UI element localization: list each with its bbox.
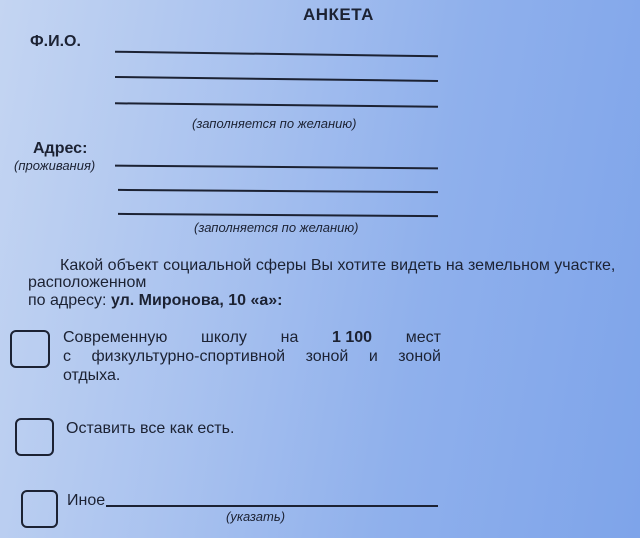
address-line-2[interactable] xyxy=(118,189,438,193)
option-school-line-3: отдыха. xyxy=(63,367,121,384)
option-school-word: физкультурно-спортивной xyxy=(91,348,286,365)
option-school-word: Современную xyxy=(63,329,168,346)
address-line-3[interactable] xyxy=(118,213,438,217)
option-other-checkbox[interactable] xyxy=(21,490,58,528)
option-school-word: зоной xyxy=(398,348,441,365)
option-other-line[interactable] xyxy=(106,505,438,507)
option-school-checkbox[interactable] xyxy=(10,330,50,368)
option-school-word: на xyxy=(280,329,299,346)
fio-line-3[interactable] xyxy=(115,102,438,107)
fio-line-1[interactable] xyxy=(115,51,438,58)
option-school-word: и xyxy=(368,348,378,365)
option-school-line-1 xyxy=(63,328,441,347)
fio-line-2[interactable] xyxy=(115,76,438,82)
option-school-count: 1 100 xyxy=(332,329,373,346)
option-other-hint: (указать) xyxy=(226,509,286,524)
option-school-word: мест xyxy=(405,329,441,346)
question-line-2: расположенном xyxy=(28,274,147,291)
fio-label: Ф.И.О. xyxy=(30,33,81,50)
question-line-1: Какой объект социальной сферы Вы хотите видеть на земельном участке, xyxy=(60,257,616,274)
fio-hint: (заполняется по желанию) xyxy=(192,116,357,131)
option-school-line-2 xyxy=(63,347,441,366)
question-address: ул. Миронова, 10 «а»: xyxy=(110,292,283,309)
form-title: АНКЕТА xyxy=(303,5,374,24)
question-prefix: по адресу: xyxy=(28,292,107,309)
option-school-word: зоной xyxy=(305,348,349,365)
address-label: Адрес: xyxy=(33,140,88,157)
option-keep-checkbox[interactable] xyxy=(15,418,54,456)
option-school-word: школу xyxy=(201,329,247,346)
option-school-word: с xyxy=(63,348,71,365)
address-sublabel: (проживания) xyxy=(14,158,96,173)
option-school-label xyxy=(63,328,441,385)
address-line-1[interactable] xyxy=(115,165,438,170)
address-hint: (заполняется по желанию) xyxy=(194,220,359,235)
option-other-label: Иное xyxy=(67,492,106,509)
option-keep-label: Оставить все как есть. xyxy=(66,420,235,437)
question-line-3 xyxy=(28,291,283,310)
